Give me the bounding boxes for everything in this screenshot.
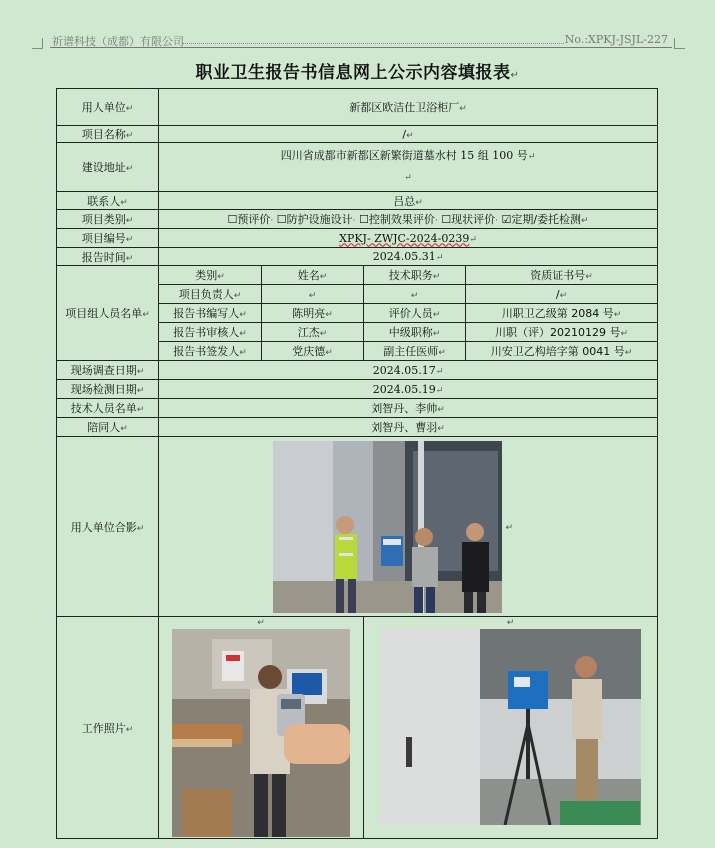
work-photo-2-image — [380, 629, 641, 825]
contact-label: 联系人 — [87, 194, 121, 208]
work-photo-1 — [172, 629, 350, 837]
row-address: 建设地址↵ 四川省成都市新都区新繁街道墓水村 15 组 100 号↵ ↵ — [57, 143, 658, 192]
row-group-photo: 用人单位合影↵ ↵ — [57, 437, 658, 617]
header-leader-dots — [182, 35, 564, 44]
margin-corner-mark — [674, 38, 685, 49]
row-companion: 陪同人↵ 刘智丹、曹羽↵ — [57, 418, 658, 437]
header-rule — [50, 47, 672, 48]
project-name-value: / — [402, 127, 407, 141]
document-title: 职业卫生报告书信息网上公示内容填报表↵ — [195, 63, 520, 83]
row-project-no: 项目编号↵ XPKJ- ZWJC-2024-0239↵ — [57, 229, 658, 248]
companion-label: 陪同人 — [87, 421, 121, 434]
team-col-role: 类别 — [195, 269, 218, 282]
page-header — [42, 30, 672, 48]
header-doc-no: No.:XPKJ-JSJL-227 — [564, 33, 668, 46]
project-name-label: 项目名称 — [81, 128, 126, 141]
checkbox-protection-design[interactable]: ☐防护设施设计 — [276, 213, 353, 226]
team-row-lead: 项目负责人↵ ↵ ↵ /↵ — [57, 285, 658, 304]
row-survey-date: 现场调查日期↵ 2024.05.17↵ — [57, 361, 658, 380]
report-time-label: 报告时间 — [81, 250, 126, 264]
info-table — [56, 88, 658, 839]
work-photos-label: 工作照片 — [81, 721, 126, 735]
technicians-label: 技术人员名单 — [70, 402, 137, 415]
team-header-row: 项目组人员名单↵ 类别↵ 姓名↵ 技术职务↵ 资质证书号↵ — [57, 266, 658, 285]
team-row-issuer: 报告书签发人↵ 党庆德↵ 副主任医师↵ 川安卫乙构培字第 0041 号↵ — [57, 342, 658, 361]
team-row-reviewer: 报告书审核人↵ 江杰↵ 中级职称↵ 川职（评）20210129 号↵ — [57, 323, 658, 342]
test-date-value: 2024.05.19 — [372, 382, 436, 396]
report-time-value: 2024.05.31 — [372, 250, 436, 263]
address-label: 建设地址 — [81, 161, 126, 174]
project-type-label: 项目类别 — [81, 213, 126, 226]
row-technicians: 技术人员名单↵ 刘智丹、李帅↵ — [57, 399, 658, 418]
row-contact: 联系人↵ 吕总↵ — [57, 192, 658, 210]
row-project-name: 项目名称↵ /↵ — [57, 126, 658, 143]
checkbox-control-evaluation[interactable]: ☐控制效果评价 — [358, 213, 435, 226]
team-row-writer: 报告书编写人↵ 陈明亮↵ 评价人员↵ 川职卫乙级第 2084 号↵ — [57, 304, 658, 323]
row-project-type: 项目类别↵ ☐预评价· ☐防护设施设计· ☐控制效果评价· ☐现状评价· ☑定期/委托检测↵ — [57, 210, 658, 229]
work-photo-1-image — [172, 629, 350, 837]
project-no-value: XPKJ- ZWJC-2024-0239 — [339, 231, 470, 245]
work-photo-2 — [380, 629, 641, 825]
employer-label: 用人单位 — [81, 101, 126, 114]
survey-date-label: 现场调查日期 — [70, 364, 137, 377]
row-report-time: 报告时间↵ 2024.05.31↵ — [57, 248, 658, 266]
group-photo — [273, 441, 502, 613]
row-test-date: 现场检测日期↵ 2024.05.19↵ — [57, 380, 658, 399]
team-col-cert: 资质证书号 — [530, 269, 586, 282]
project-no-label: 项目编号 — [81, 232, 126, 245]
header-company: 祈谱科技（成都）有限公司 — [52, 35, 184, 48]
row-work-photos: 工作照片↵ ↵ ↵ — [57, 617, 658, 839]
team-col-title: 技术职务 — [388, 269, 433, 282]
row-employer: 用人单位↵ 新都区欧洁仕卫浴柜厂↵ — [57, 89, 658, 126]
employer-value: 新都区欧洁仕卫浴柜厂 — [349, 101, 460, 114]
test-date-label: 现场检测日期 — [70, 383, 137, 396]
checkbox-pre-evaluation[interactable]: ☐预评价 — [227, 213, 271, 226]
group-photo-label: 用人单位合影 — [70, 520, 137, 534]
group-photo-image — [273, 441, 502, 613]
companion-value: 刘智丹、曹羽 — [371, 421, 438, 434]
address-value: 四川省成都市新都区新繁街道墓水村 15 组 100 号 — [280, 149, 528, 162]
checkbox-periodic-testing[interactable]: ☑定期/委托检测 — [501, 213, 582, 226]
team-col-name: 姓名 — [297, 269, 320, 282]
checkbox-status-evaluation[interactable]: ☐现状评价 — [441, 213, 496, 226]
survey-date-value: 2024.05.17 — [372, 363, 436, 377]
contact-value: 吕总 — [393, 194, 416, 208]
team-label: 项目组人员名单 — [65, 307, 143, 320]
technicians-value: 刘智丹、李帅 — [371, 402, 438, 415]
